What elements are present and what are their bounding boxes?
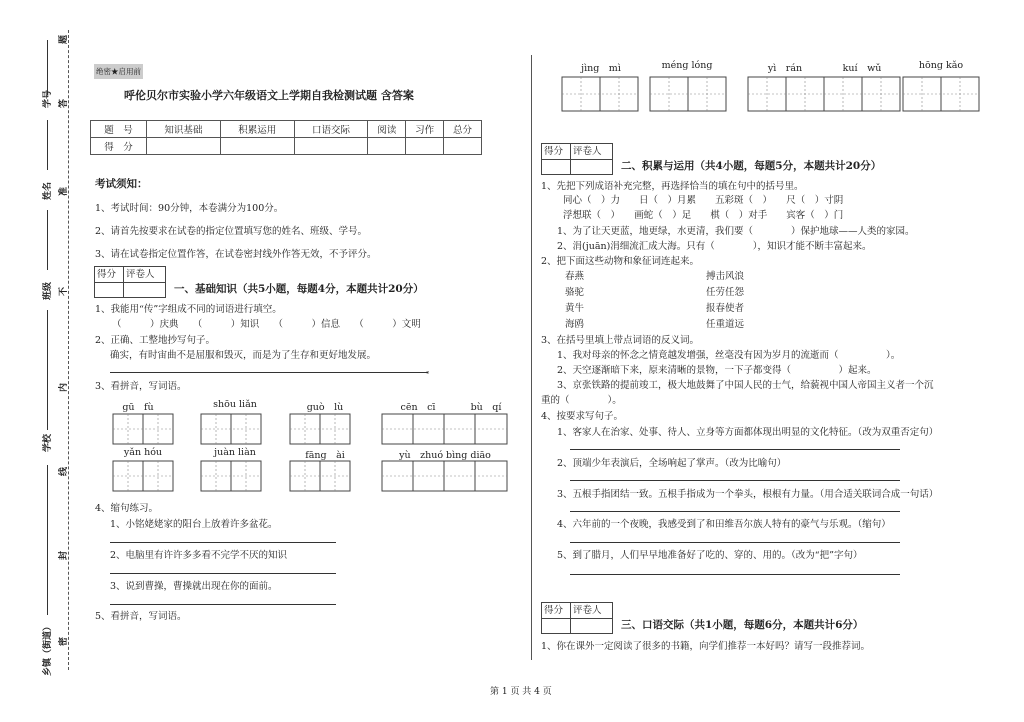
match-item[interactable]: 黄牛 (565, 303, 585, 314)
margin-label: 答 (59, 98, 69, 108)
notice-item: 1、考试时间：90分钟，本卷满分为100分。 (95, 203, 284, 214)
match-item[interactable]: 搏击风浪 (706, 271, 745, 282)
sub-question: 1、我对母亲的怀念之情竟越发增强，丝毫没有因为岁月的流逝而（ ）。 (557, 350, 901, 361)
match-item[interactable]: 海鸥 (565, 319, 585, 330)
margin-label-school: 学校 (43, 433, 53, 452)
question-text: 2、把下面这些动物和象征词连起来。 (541, 256, 700, 267)
grader-box: 得分 评卷人 (94, 266, 166, 298)
table-cell: 积累运用 (220, 121, 294, 138)
notice-item: 2、请首先按要求在试卷的指定位置填写您的姓名、班级、学号。 (95, 226, 368, 237)
margin-label: 密 (59, 636, 69, 646)
margin-label: 线 (59, 466, 69, 476)
answer-line[interactable] (570, 542, 900, 543)
sub-question: 4、六年前的一个夜晚，我感受到了和田维吾尔族人特有的豪气与乐观。（缩句） (557, 519, 891, 530)
answer-line[interactable] (570, 449, 900, 450)
answer-line[interactable] (110, 604, 336, 605)
pinyin-label: hōng kǎo (918, 60, 964, 71)
pinyin-label: fāng ài (305, 450, 345, 461)
sub-question: 重的（ ）。 (541, 395, 622, 406)
pinyin-label: juàn liàn (214, 447, 256, 458)
margin-label-student-id: 学号 (43, 89, 53, 108)
sub-question: 2、天空逐渐暗下来，原来清晰的景物，一下子都变得（ ）起来。 (557, 365, 877, 376)
match-item[interactable]: 任重道远 (706, 319, 745, 330)
question-text: 3、看拼音，写词语。 (95, 381, 187, 392)
sub-question: 3、京张铁路的提前竣工，极大地鼓舞了中国人民的士气，给藐视中国人帝国主义者一个沉 (557, 380, 934, 391)
pinyin-label: bù qí (470, 402, 502, 413)
idiom-blanks[interactable]: 浮想联（ ） 画蛇（ ）足 棋（ ）对手 宾客（ ）门 (563, 210, 844, 221)
answer-line[interactable] (570, 480, 900, 481)
table-cell: 口语交际 (294, 121, 368, 138)
question-text: 2、正确、工整地抄写句子。 (95, 335, 216, 346)
match-item[interactable]: 报春使者 (706, 303, 745, 314)
table-cell: 知识基础 (147, 121, 221, 138)
question-text: 5、看拼音，写词语。 (95, 611, 187, 622)
answer-line[interactable] (570, 511, 900, 512)
section1-heading: 一、基础知识（共5小题，每题4分，本题共计20分） (174, 283, 424, 295)
pinyin-label: shōu liǎn (213, 399, 257, 410)
margin-label-name: 姓名 (43, 181, 53, 200)
copy-sentence: 确实，有时宙曲不是屈服和毁灭，而是为了生存和更好地发展。 (110, 350, 377, 361)
sub-question: 2、电脑里有许许多多看不完学不厌的知识 (110, 550, 288, 561)
margin-label: 题 (59, 34, 69, 44)
question-text: 4、按要求写句子。 (541, 411, 624, 422)
pinyin-label: yì rán (767, 63, 803, 74)
margin-label: 封 (59, 550, 69, 560)
section3-heading: 三、口语交际（共1小题，每题6分，本题共计6分） (621, 619, 864, 631)
pinyin-label: kuí wǔ (842, 63, 882, 74)
sub-question: 2、涓(juān)涓细流汇成大海。只有（ ），知识才能不断丰富起来。 (557, 241, 872, 252)
match-item[interactable]: 骆驼 (565, 287, 585, 298)
answer-line[interactable] (110, 542, 336, 543)
table-cell: 题 号 (91, 121, 147, 138)
notice-item: 3、请在试卷指定位置作答，在试卷密封线外作答无效，不予评分。 (95, 249, 377, 260)
margin-label-township: 乡镇（街道） (43, 621, 53, 676)
margin-label-class: 班级 (43, 281, 53, 300)
sub-question: 1、小铭姥姥家的阳台上放着许多盆花。 (110, 519, 278, 530)
column-divider (531, 55, 532, 660)
page-title: 呼伦贝尔市实验小学六年级语文上学期自我检测试题 含答案 (124, 89, 414, 102)
question-text: 3、在括号里填上带点词语的反义词。 (541, 335, 700, 346)
table-cell: 习作 (406, 121, 444, 138)
question-text: 1、我能用“传”字组成不同的词语进行填空。 (95, 304, 282, 315)
match-item[interactable]: 任劳任怨 (706, 287, 745, 298)
confidential-badge: 绝密★启用前 (94, 64, 143, 79)
section2-heading: 二、积累与运用（共4小题，每题5分，本题共计20分） (621, 160, 882, 172)
pinyin-label: jìng mì (581, 63, 621, 74)
table-cell: 总分 (444, 121, 482, 138)
page-footer: 第 1 页 共 4 页 (490, 687, 552, 697)
margin-label: 内 (59, 382, 69, 392)
grader-box: 得分 评卷人 (541, 143, 613, 175)
question-text: 1、你在课外一定阅读了很多的书籍，向学们推荐一本好吗？请写一段推荐词。 (541, 641, 871, 652)
sub-question: 1、客家人在治家、处事、待人、立身等方面都体现出明显的文化特征。（改为双重否定句） (557, 427, 939, 438)
pinyin-label: cēn cī (400, 402, 436, 413)
table-cell: 得 分 (91, 138, 147, 155)
pinyin-label: gū fù (122, 402, 154, 413)
margin-label: 准 (59, 186, 69, 196)
sub-question: 1、为了让天更蓝，地更绿，水更清，我们要（ ）保护地球——人类的家园。 (557, 226, 915, 237)
sub-question: 5、到了腊月，人们早早地准备好了吃的、穿的、用的。（改为“把”字句） (557, 550, 863, 561)
margin-label: 不 (59, 286, 69, 296)
grader-box: 得分 评卷人 (541, 602, 613, 634)
sub-question: 3、说到曹操，曹操就出现在你的面前。 (110, 581, 278, 592)
table-cell: 阅读 (368, 121, 406, 138)
sub-question: 3、五根手指团结一致。五根手指成为一个拳头，根根有力量。（用合适关联词合成一句话） (557, 489, 939, 500)
question-text: 4、缩句练习。 (95, 503, 159, 514)
idiom-blanks[interactable]: 同心（ ）力 日（ ）月累 五彩斑（ ） 尺（ ）寸阴 (563, 195, 844, 206)
answer-line[interactable] (110, 573, 336, 574)
pinyin-label: guò lù (306, 402, 344, 413)
match-item[interactable]: 春燕 (565, 271, 585, 282)
question-text: 1、先把下列成语补充完整，再选择恰当的填在句中的括号里。 (541, 181, 804, 192)
pinyin-label: méng lóng (661, 60, 713, 71)
question-blanks[interactable]: （ ）庆典 （ ）知识 （ ）信息 （ ）文明 (112, 319, 421, 330)
answer-line[interactable] (570, 574, 900, 575)
sub-question: 2、顶端少年表演后，全场响起了掌声。（改为比喻句） (557, 458, 787, 469)
pinyin-label: yǎn hóu (123, 447, 163, 458)
pinyin-label: yù zhuó bìng diāo (399, 450, 491, 461)
notice-heading: 考试须知： (95, 178, 148, 190)
